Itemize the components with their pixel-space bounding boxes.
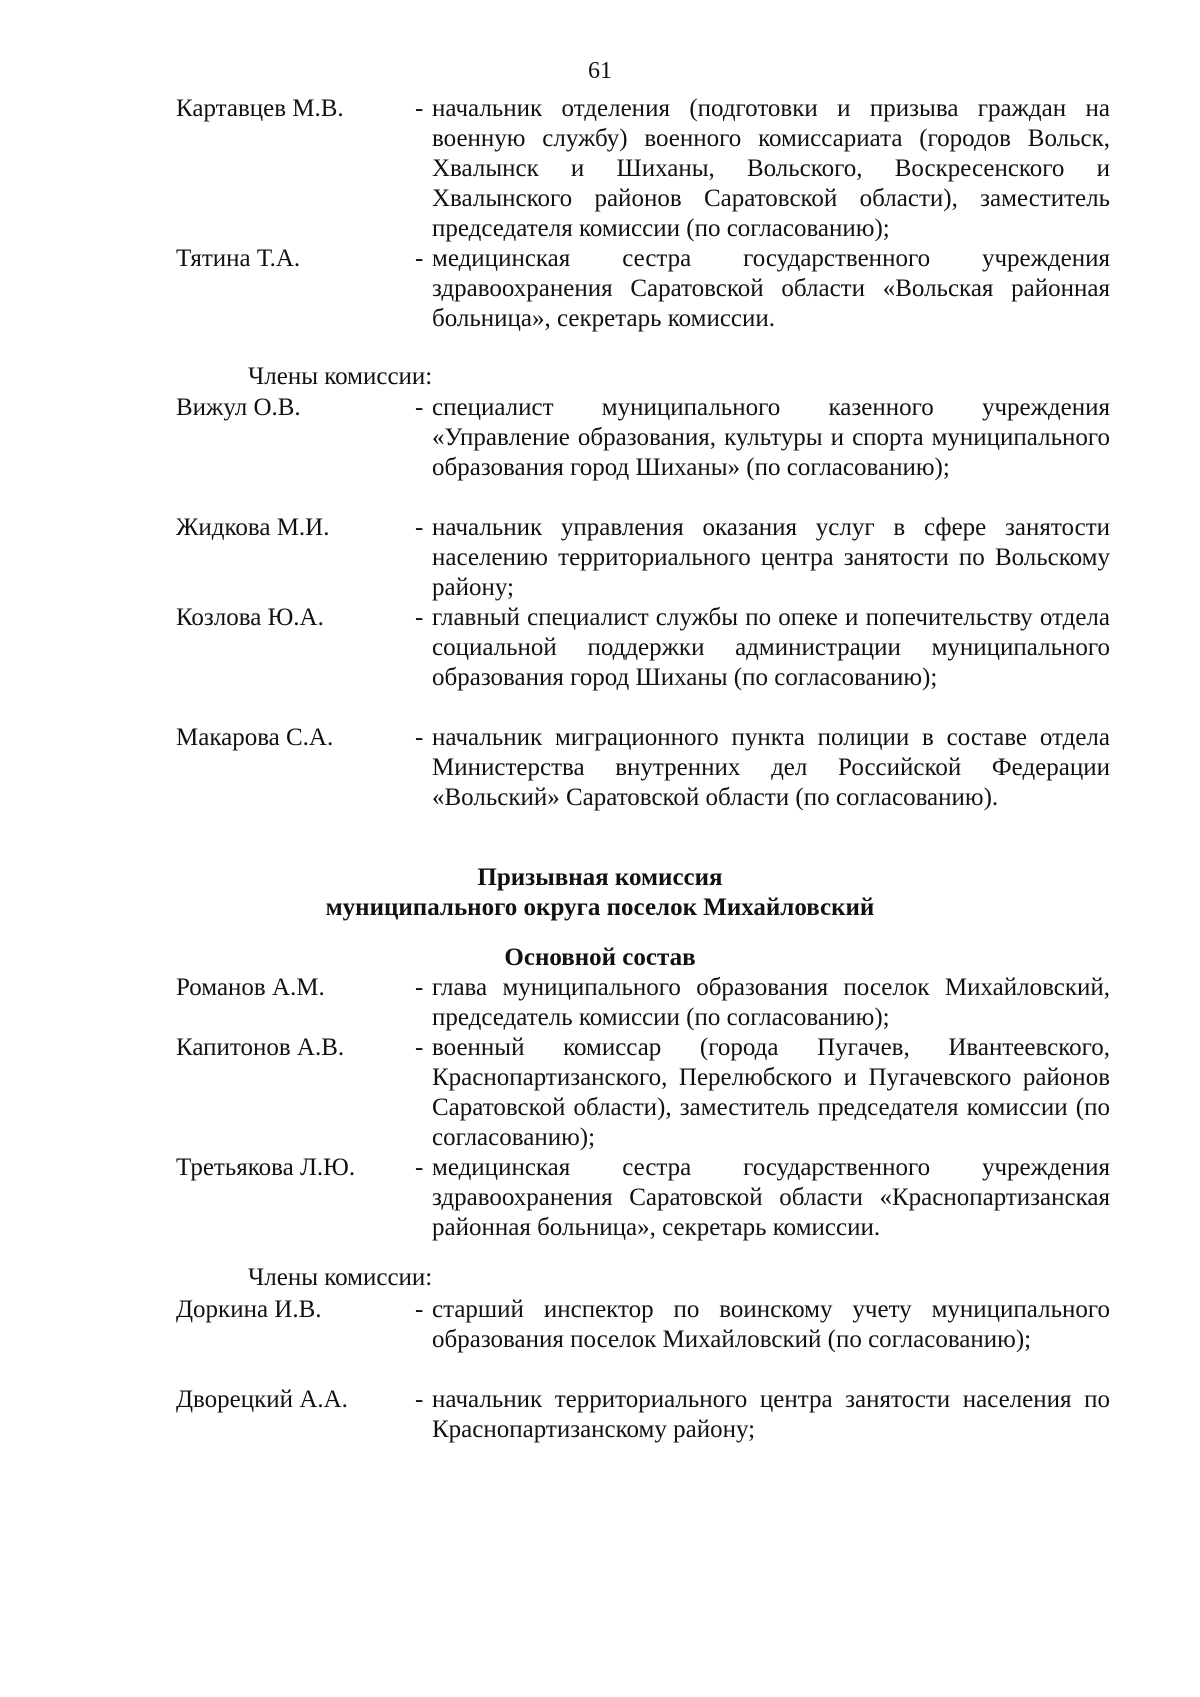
section-title: Призывная комиссия	[477, 864, 723, 891]
members-label: Члены комиссии:	[248, 1264, 433, 1291]
person-name: Макарова С.А.	[176, 724, 334, 751]
person-role: глава муниципального образования поселок Михайловский, председатель комиссии (по согласованию);	[432, 974, 1110, 1031]
person-role: начальник отделения (подготовки и призыва граждан на военную службу) военного комиссариата (городов Вольск, Хвалынск и Шиханы, Вольского, Воскресенского и Хвалынского районов Саратовской области), заместитель председателя комиссии (по согласованию);	[432, 95, 1110, 242]
person-role: начальник территориального центра занятости населения по Краснопартизанскому району;	[432, 1386, 1110, 1443]
person-name: Доркина И.В.	[176, 1296, 322, 1323]
section-title: муниципального округа поселок Михайловский	[325, 894, 875, 921]
dash: -	[415, 1296, 424, 1323]
dash: -	[415, 514, 424, 541]
person-role: медицинская сестра государственного учреждения здравоохранения Саратовской области «Вольская районная больница», секретарь комиссии.	[432, 245, 1110, 332]
person-name: Романов А.М.	[176, 974, 325, 1001]
person-name: Дворецкий А.А.	[176, 1386, 348, 1413]
dash: -	[415, 604, 424, 631]
person-name: Вижул О.В.	[176, 394, 301, 421]
person-name: Тятина Т.А.	[176, 245, 301, 272]
dash: -	[415, 724, 424, 751]
dash: -	[415, 394, 424, 421]
person-role: медицинская сестра государственного учреждения здравоохранения Саратовской области «Краснопартизанская районная больница», секретарь комиссии.	[432, 1154, 1110, 1241]
person-name: Картавцев М.В.	[176, 95, 344, 122]
dash: -	[415, 95, 424, 122]
person-name: Третьякова Л.Ю.	[176, 1154, 356, 1181]
section-subtitle: Основной состав	[504, 944, 696, 971]
person-name: Жидкова М.И.	[176, 514, 330, 541]
members-label: Члены комиссии:	[248, 363, 433, 390]
person-role: главный специалист службы по опеке и попечительству отдела социальной поддержки администрации муниципального образования город Шиханы (по согласованию);	[432, 604, 1110, 691]
dash: -	[415, 974, 424, 1001]
dash: -	[415, 1386, 424, 1413]
dash: -	[415, 245, 424, 272]
dash: -	[415, 1034, 424, 1061]
person-role: военный комиссар (города Пугачев, Ивантеевского, Краснопартизанского, Перелюбского и Пугачевского районов Саратовской области), заместитель председателя комиссии (по согласованию);	[432, 1034, 1110, 1151]
page-number: 61	[588, 58, 612, 84]
person-role: специалист муниципального казенного учреждения «Управление образования, культуры и спорта муниципального образования город Шиханы» (по согласованию);	[432, 394, 1110, 481]
person-role: старший инспектор по воинскому учету муниципального образования поселок Михайловский (по согласованию);	[432, 1296, 1110, 1353]
dash: -	[415, 1154, 424, 1181]
person-name: Капитонов А.В.	[176, 1034, 345, 1061]
person-role: начальник миграционного пункта полиции в составе отдела Министерства внутренних дел Российской Федерации «Вольский» Саратовской области (по согласованию).	[432, 724, 1110, 811]
person-name: Козлова Ю.А.	[176, 604, 324, 631]
person-role: начальник управления оказания услуг в сфере занятости населению территориального центра занятости по Вольскому району;	[432, 514, 1110, 601]
